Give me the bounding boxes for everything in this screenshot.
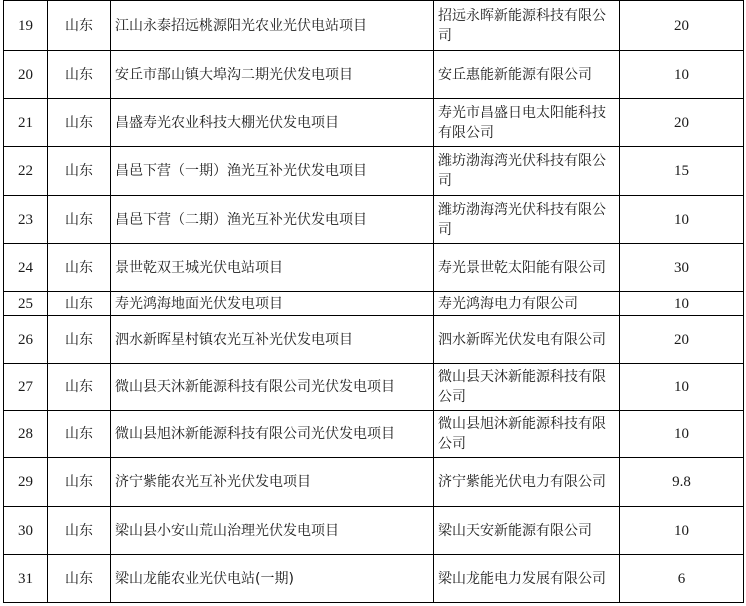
capacity-cell: 9.8: [620, 458, 744, 507]
company-cell: 梁山龙能电力发展有限公司: [434, 555, 620, 603]
row-number: 25: [4, 292, 48, 316]
province-cell: 山东: [48, 1, 111, 51]
company-cell: 泗水新晖光伏发电有限公司: [434, 316, 620, 364]
company-cell: 安丘惠能新能源有限公司: [434, 51, 620, 99]
table-row: [4, 196, 744, 244]
project-name-cell: 梁山县小安山荒山治理光伏发电项目: [111, 507, 434, 555]
table-row: [4, 411, 744, 458]
project-table: [3, 0, 744, 603]
province-cell: 山东: [48, 411, 111, 458]
capacity-cell: 15: [620, 147, 744, 196]
table-row: [4, 507, 744, 555]
project-name-cell: 微山县旭沐新能源科技有限公司光伏发电项目: [111, 411, 434, 458]
row-number: 29: [4, 458, 48, 507]
company-cell: 寿光鸿海电力有限公司: [434, 292, 620, 316]
project-name-cell: 梁山龙能农业光伏电站(一期): [111, 555, 434, 603]
row-number: 21: [4, 99, 48, 147]
capacity-cell: 20: [620, 1, 744, 51]
row-number: 23: [4, 196, 48, 244]
province-cell: 山东: [48, 244, 111, 292]
project-name-cell: 安丘市郚山镇大埠沟二期光伏发电项目: [111, 51, 434, 99]
province-cell: 山东: [48, 316, 111, 364]
company-cell: 济宁紫能光伏电力有限公司: [434, 458, 620, 507]
row-number: 19: [4, 1, 48, 51]
row-number: 28: [4, 411, 48, 458]
row-number: 31: [4, 555, 48, 603]
table-row: [4, 244, 744, 292]
company-cell: 梁山天安新能源有限公司: [434, 507, 620, 555]
province-cell: 山东: [48, 292, 111, 316]
project-name-cell: 微山县天沐新能源科技有限公司光伏发电项目: [111, 364, 434, 411]
row-number: 24: [4, 244, 48, 292]
project-name-cell: 昌盛寿光农业科技大棚光伏发电项目: [111, 99, 434, 147]
project-name-cell: 泗水新晖星村镇农光互补光伏发电项目: [111, 316, 434, 364]
project-name-cell: 江山永泰招远桃源阳光农业光伏电站项目: [111, 1, 434, 51]
company-cell: 寿光景世乾太阳能有限公司: [434, 244, 620, 292]
table-row: [4, 316, 744, 364]
table-row: [4, 458, 744, 507]
table-row: [4, 147, 744, 196]
project-name-cell: 昌邑下营（一期）渔光互补光伏发电项目: [111, 147, 434, 196]
project-name-cell: 寿光鸿海地面光伏发电项目: [111, 292, 434, 316]
capacity-cell: 20: [620, 316, 744, 364]
province-cell: 山东: [48, 51, 111, 99]
company-cell: 微山县旭沐新能源科技有限公司: [434, 411, 620, 458]
province-cell: 山东: [48, 458, 111, 507]
capacity-cell: 10: [620, 51, 744, 99]
row-number: 22: [4, 147, 48, 196]
project-name-cell: 景世乾双王城光伏电站项目: [111, 244, 434, 292]
capacity-cell: 6: [620, 555, 744, 603]
province-cell: 山东: [48, 555, 111, 603]
table-row: [4, 292, 744, 316]
capacity-cell: 10: [620, 411, 744, 458]
company-cell: 微山县天沐新能源科技有限公司: [434, 364, 620, 411]
capacity-cell: 10: [620, 292, 744, 316]
table-row: [4, 364, 744, 411]
company-cell: 潍坊渤海湾光伏科技有限公司: [434, 147, 620, 196]
table-row: [4, 1, 744, 51]
province-cell: 山东: [48, 99, 111, 147]
province-cell: 山东: [48, 196, 111, 244]
province-cell: 山东: [48, 147, 111, 196]
row-number: 30: [4, 507, 48, 555]
table-row: [4, 51, 744, 99]
capacity-cell: 10: [620, 196, 744, 244]
project-name-cell: 济宁紫能农光互补光伏发电项目: [111, 458, 434, 507]
company-cell: 招远永晖新能源科技有限公司: [434, 1, 620, 51]
province-cell: 山东: [48, 364, 111, 411]
company-cell: 寿光市昌盛日电太阳能科技有限公司: [434, 99, 620, 147]
capacity-cell: 10: [620, 364, 744, 411]
row-number: 27: [4, 364, 48, 411]
capacity-cell: 10: [620, 507, 744, 555]
company-cell: 潍坊渤海湾光伏科技有限公司: [434, 196, 620, 244]
province-cell: 山东: [48, 507, 111, 555]
row-number: 26: [4, 316, 48, 364]
capacity-cell: 30: [620, 244, 744, 292]
capacity-cell: 20: [620, 99, 744, 147]
project-name-cell: 昌邑下营（二期）渔光互补光伏发电项目: [111, 196, 434, 244]
row-number: 20: [4, 51, 48, 99]
table-row: [4, 99, 744, 147]
table-row: [4, 555, 744, 603]
